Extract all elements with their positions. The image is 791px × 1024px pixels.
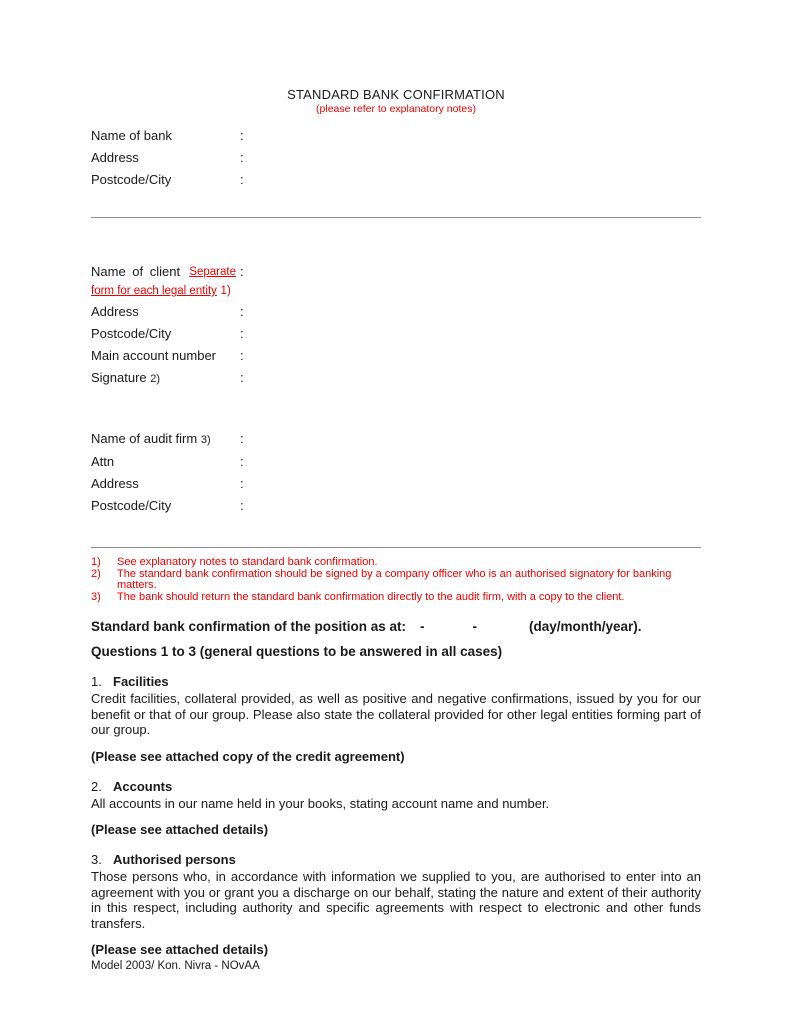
client-annotation-ref: 1): [220, 285, 231, 297]
field-colon: :: [240, 370, 244, 385]
field-colon: :: [240, 264, 244, 279]
client-section: [91, 261, 701, 390]
field-colon: :: [240, 498, 244, 513]
document-subtitle: (please refer to explanatory notes): [316, 103, 476, 115]
question-attachment-note: (Please see attached copy of the credit agreement): [91, 748, 405, 764]
note-row-3: [91, 592, 701, 604]
field-row-bank-name: [91, 125, 701, 147]
question-2-accounts: [91, 778, 701, 839]
question-1-facilities: [91, 673, 701, 765]
note-number: 1): [91, 556, 101, 568]
question-body: Those persons who, in accordance with information we supplied to you, are authorised to enter into an agreement with you or grant you a discharge on our behalf, stating the nature and extent of their authority in this respect, including authority and specific agreements with respect to electronic and other funds transfers.: [91, 869, 701, 931]
note-number: 2): [91, 567, 101, 580]
field-label-bank-name: Name of bank: [91, 128, 172, 143]
field-colon: :: [240, 326, 244, 341]
question-attachment-note: (Please see attached details): [91, 822, 269, 837]
section-divider: [91, 547, 701, 548]
field-row-audit-address: [91, 473, 701, 495]
field-colon: :: [240, 304, 244, 319]
note-number: 3): [91, 590, 101, 603]
question-number: 3.: [91, 852, 102, 867]
field-colon: :: [240, 431, 244, 446]
note-text: The bank should return the standard bank confirmation directly to the audit firm, with a copy to the client.: [117, 590, 625, 603]
audit-firm-section: [91, 428, 701, 517]
question-body: Credit facilities, collateral provided, as well as positive and negative confirmations, issued by you for our benefit or that of our group. Please also state the collateral provided for other legal entities forming part of our group.: [91, 691, 701, 737]
question-body: All accounts in our name held in your books, stating account name and number.: [91, 795, 550, 811]
field-ref: 2): [150, 373, 161, 385]
question-number: 1.: [91, 674, 102, 689]
field-row-audit-firm-name: [91, 428, 701, 451]
note-text: See explanatory notes to standard bank confirmation.: [117, 556, 378, 568]
field-ref: 3): [200, 434, 211, 446]
field-label-audit-postcode-city: Postcode/City: [91, 498, 172, 513]
field-colon: :: [240, 128, 244, 143]
field-label-bank-address: Address: [91, 150, 139, 165]
field-label-attn: Attn: [91, 454, 115, 469]
date-separator-dash: -: [420, 619, 425, 634]
date-format-hint: (day/month/year).: [529, 619, 642, 634]
field-colon: :: [240, 348, 244, 363]
question-heading: [91, 673, 701, 690]
field-label-text: Signature: [91, 370, 147, 385]
note-text: The standard bank confirmation should be signed by a company officer who is an authorised signatory for banking matters.: [117, 567, 672, 591]
question-number: 2.: [91, 778, 102, 794]
field-label-client-address: Address: [91, 304, 139, 319]
question-title: Accounts: [113, 778, 173, 794]
field-label-text: Name of client: [91, 264, 181, 279]
field-label-audit-address: Address: [91, 476, 139, 491]
client-annotation-text: form for each legal entity: [91, 285, 217, 297]
field-label-client-name: [91, 261, 240, 301]
field-label-text: Name of audit firm: [91, 431, 198, 446]
question-title: Facilities: [113, 674, 169, 689]
field-colon: :: [240, 172, 244, 187]
field-label-bank-postcode-city: Postcode/City: [91, 172, 172, 187]
client-annotation-word: Separate: [189, 266, 236, 278]
position-prefix: Standard bank confirmation of the position as at:: [91, 619, 407, 634]
field-colon: :: [240, 150, 244, 165]
field-row-bank-postcode-city: [91, 169, 701, 191]
question-title: Authorised persons: [113, 852, 236, 867]
field-row-audit-postcode-city: [91, 495, 701, 517]
bank-section: [91, 125, 701, 191]
field-row-client-address: [91, 301, 701, 323]
question-heading: [91, 778, 701, 795]
note-row-2: [91, 569, 701, 592]
field-row-main-account-number: [91, 345, 701, 367]
question-attachment-note: (Please see attached details): [91, 942, 269, 957]
field-label-main-account-number: Main account number: [91, 348, 217, 363]
field-row-bank-address: [91, 147, 701, 169]
position-as-at-line: [91, 618, 701, 635]
section-divider: [91, 217, 701, 218]
field-label-client-postcode-city: Postcode/City: [91, 326, 172, 341]
document-footer-model-reference: Model 2003/ Kon. Nivra - NOvAA: [91, 960, 260, 972]
field-label-signature: [91, 367, 240, 390]
note-row-1: [91, 557, 701, 569]
field-colon: :: [240, 454, 244, 469]
document-title: STANDARD BANK CONFIRMATION: [287, 87, 505, 102]
field-row-attn: [91, 451, 701, 473]
field-colon: :: [240, 476, 244, 491]
questions-heading: Questions 1 to 3 (general questions to be answered in all cases): [91, 644, 503, 659]
field-row-client-postcode-city: [91, 323, 701, 345]
explanatory-notes: [91, 557, 701, 603]
question-heading: [91, 851, 701, 868]
client-name-line2: [91, 280, 240, 301]
date-separator-dash: -: [472, 619, 478, 634]
question-3-authorised-persons: [91, 851, 701, 958]
field-row-client-name: [91, 261, 701, 301]
field-row-signature: [91, 367, 701, 390]
field-label-audit-firm-name: [91, 428, 240, 451]
